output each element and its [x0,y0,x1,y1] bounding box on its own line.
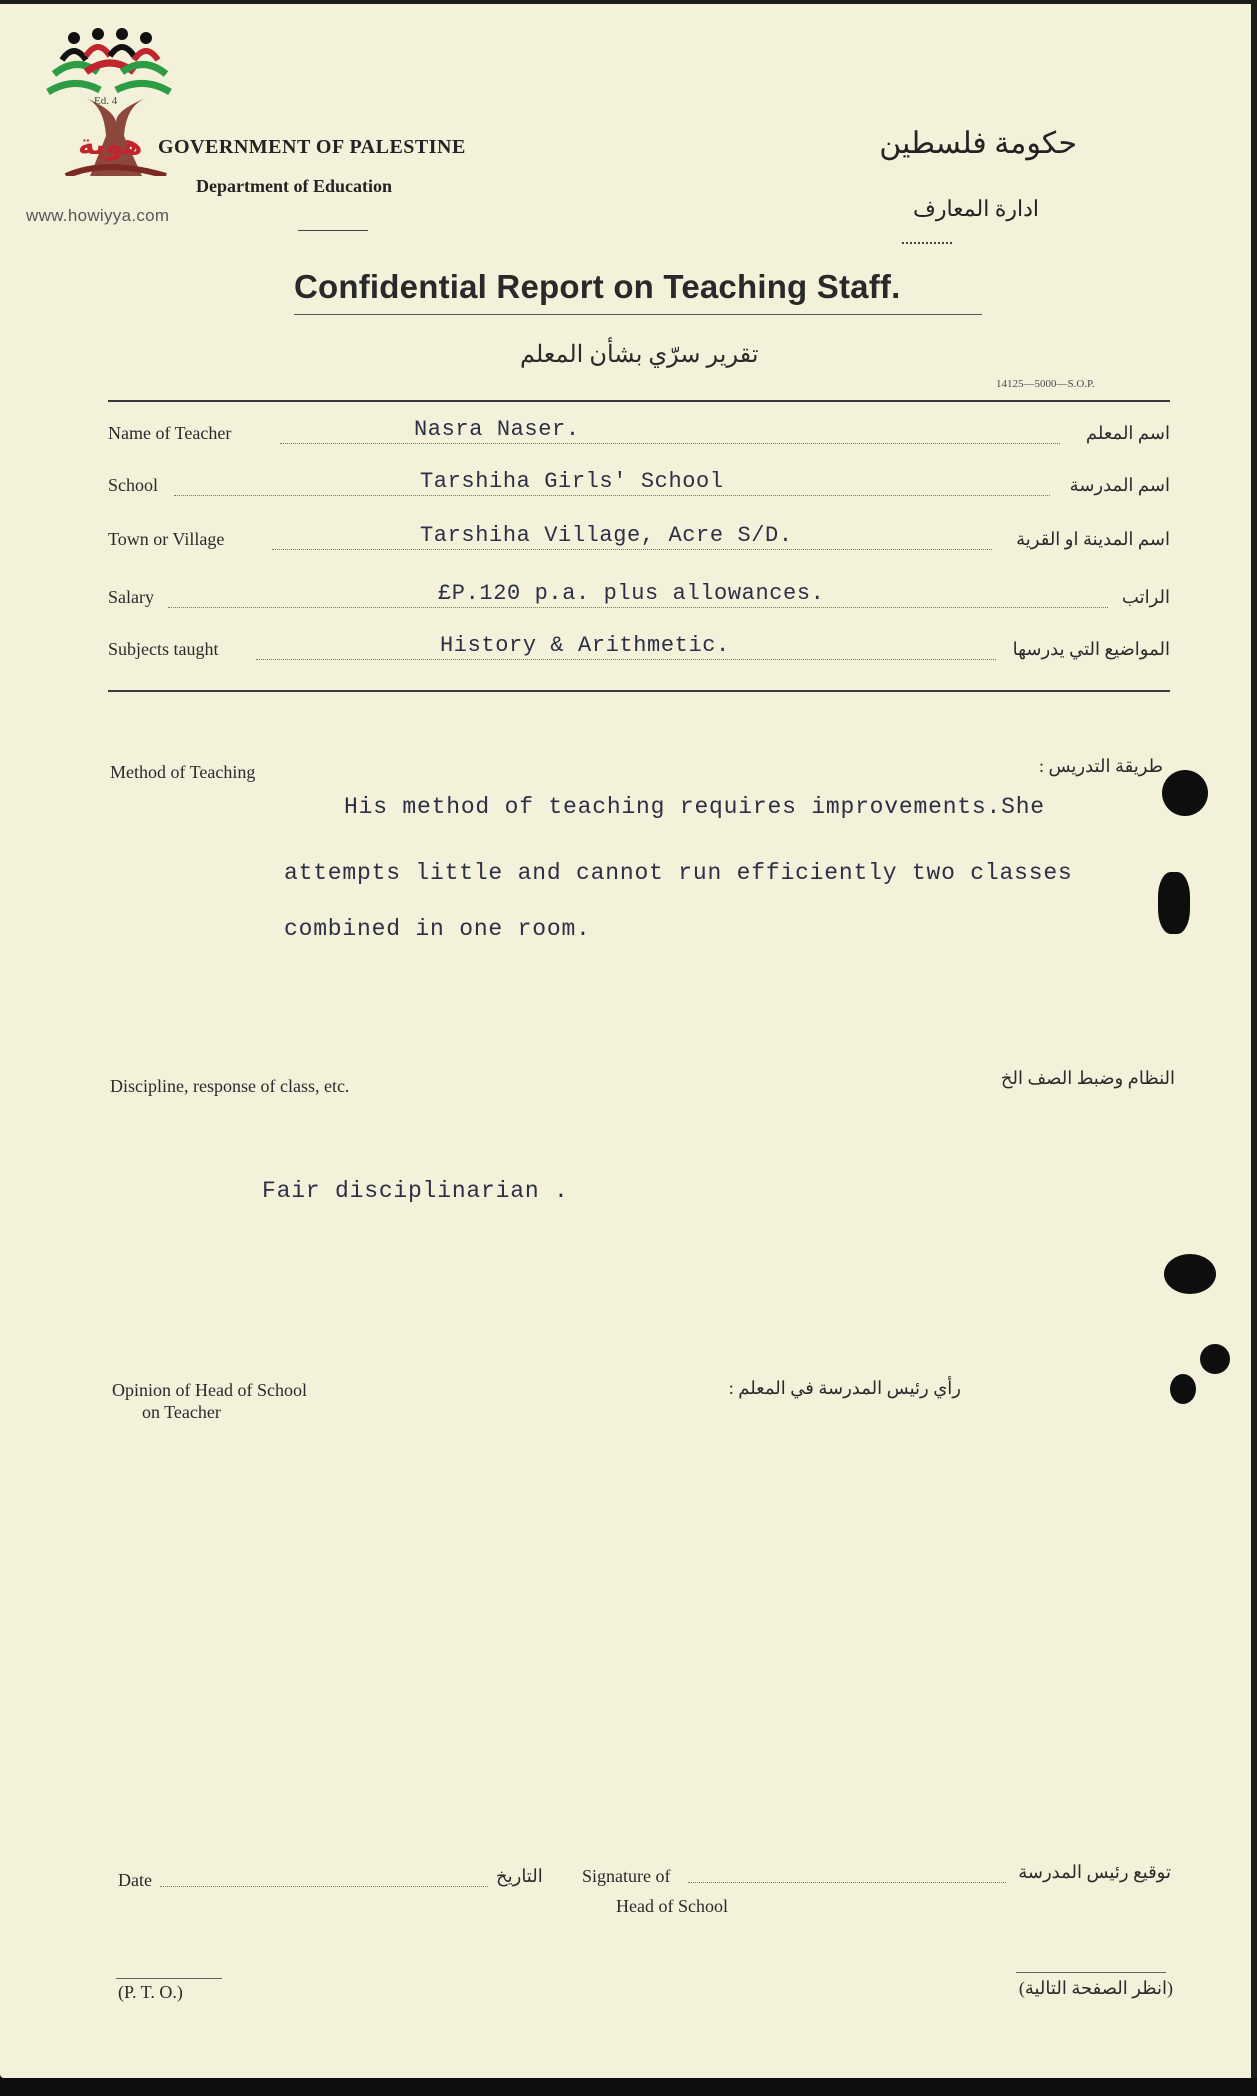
discipline-text: Fair disciplinarian . [262,1178,569,1204]
field-label: Salary [108,587,154,607]
discipline-label: Discipline, response of class, etc. [110,1076,350,1096]
signature-label: Signature of [582,1866,671,1886]
report-title: Confidential Report on Teaching Staff. [294,268,901,305]
field-town-or-village [108,522,1170,556]
signature-label-2: Head of School [616,1896,728,1916]
punch-hole-mark [1200,1344,1230,1374]
field-school [108,468,1170,502]
rule-top [108,400,1170,402]
people-icon [48,28,170,92]
header-rule-left [298,230,368,231]
department-heading-arabic: ادارة المعارف [913,196,1039,221]
field-value: History & Arithmetic. [440,633,730,658]
field-label: Town or Village [108,529,225,549]
signature-label-arabic: توقيع رئيس المدرسة [1018,1862,1171,1882]
date-dotted-line [160,1886,488,1887]
pto-rule [116,1978,222,1979]
method-of-teaching-label-arabic: طريقة التدريس : [1038,756,1163,776]
date-label: Date [118,1870,152,1890]
field-label-arabic: الراتب [1121,587,1170,607]
report-title-arabic: تقرير سرّي بشأن المعلم [520,342,759,368]
scan-shadow-right [1251,0,1257,2096]
pto-label: (P. T. O.) [118,1982,183,2002]
dotted-line [174,495,1050,496]
field-label-arabic: اسم المدينة او القرية [1016,529,1170,549]
field-label-arabic: المواضيع التي يدرسها [1012,639,1170,659]
title-underline [294,314,982,315]
watermark-url: www.howiyya.com [26,206,170,225]
field-label: Name of Teacher [108,423,232,443]
government-heading: GOVERNMENT OF PALESTINE [158,136,466,158]
punch-hole-mark [1162,770,1208,816]
logo-text: هوية [78,128,143,161]
method-of-teaching-label: Method of Teaching [110,762,256,782]
scan-edge [0,0,1252,4]
field-label-arabic: اسم المدرسة [1069,475,1170,495]
field-value: Tarshiha Girls' School [420,469,724,494]
dotted-line [280,443,1060,444]
opinion-label-arabic: رأي رئيس المدرسة في المعلم : [728,1378,961,1398]
field-label-arabic: اسم المعلم [1085,423,1170,443]
dotted-line [256,659,996,660]
field-salary [108,580,1170,614]
rule-bottom [108,690,1170,692]
field-value: £P.120 p.a. plus allowances. [438,581,825,606]
signature-dotted-line [688,1882,1006,1883]
dotted-line [272,549,992,550]
pto-label-arabic: (انظر الصفحة التالية) [1018,1978,1173,1998]
field-value: Nasra Naser. [414,417,580,442]
opinion-label-line2: on Teacher [142,1402,221,1422]
date-label-arabic: التاريخ [496,1866,543,1886]
dotted-line [168,607,1108,608]
field-name-of-teacher [108,416,1170,450]
pto-rule-arabic [1016,1972,1166,1973]
field-value: Tarshiha Village, Acre S/D. [420,523,793,548]
method-line-1: His method of teaching requires improvements.She [344,794,1045,820]
punch-hole-mark [1164,1254,1216,1294]
form-reference: Ed. 4 [94,95,118,107]
header-rule-right [902,242,952,244]
discipline-label-arabic: النظام وضبط الصف الخ [1000,1068,1175,1088]
method-line-3: combined in one room. [284,916,591,942]
method-line-2: attempts little and cannot run efficiently two classes [284,860,1073,886]
field-subjects-taught [108,632,1170,666]
scan-shadow-bottom [0,2078,1257,2096]
print-code: 14125—5000—S.O.P. [996,378,1095,390]
government-heading-arabic: حكومة فلسطين [879,127,1077,160]
punch-hole-mark [1170,1374,1196,1404]
field-label: Subjects taught [108,639,219,659]
field-label: School [108,475,159,495]
department-heading: Department of Education [196,176,392,196]
punch-hole-mark [1158,872,1190,934]
opinion-label-line1: Opinion of Head of School [112,1380,307,1400]
